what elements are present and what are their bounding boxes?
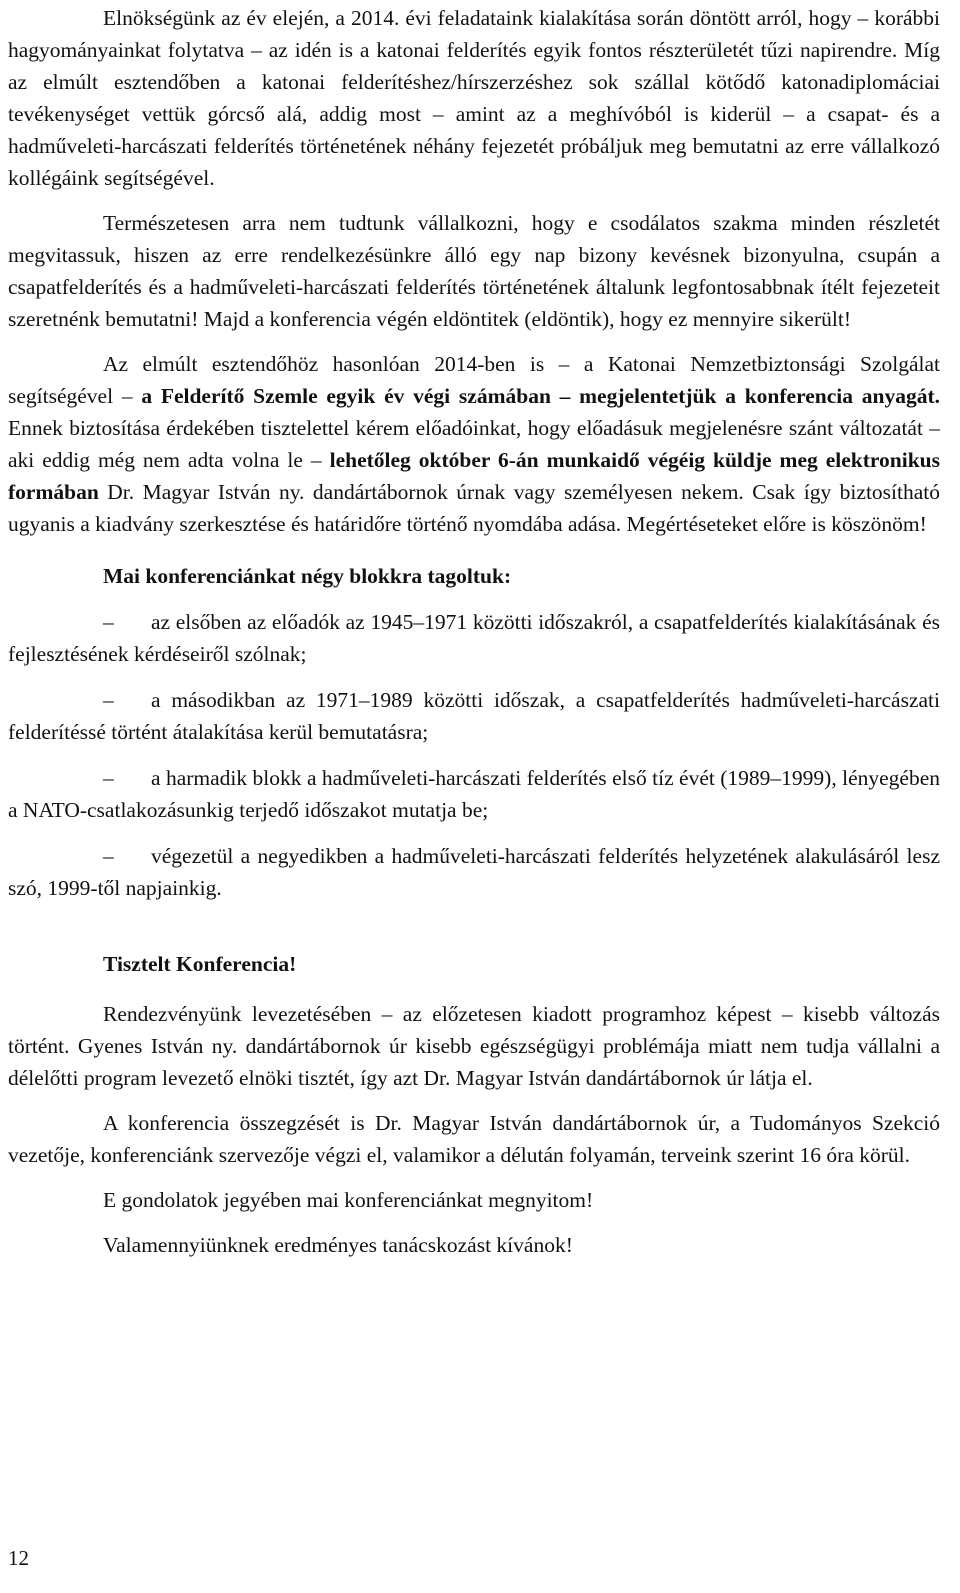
paragraph-intro: Elnökségünk az év elején, a 2014. évi feladataink kialakítása során döntött arról, hogy – korábbi hagyományainkat folytatva – az idén is a katonai felderítés egyik fontos részterületét tűzi napirendre. Míg az elmúlt esztendőben a katonai felderítéshez/hírszerzéshez sok szállal kötődő katonadiplomáciai tevékenységet vettük górcső alá, addig most – amint az a meghívóból is kiderül – a csapat- és a hadműveleti-harcászati felderítés történetének néhány fejezetét próbáljuk meg bemutatni az erre vállalkozó kollégáink segítségével. xyxy=(8,6,940,190)
publication-text-1: Az elmúlt esztendőhöz hasonlóan 2014-ben is – a Katonai Nemzetbiztonsági Szolgálat segítségével – xyxy=(8,352,940,408)
page-number: 12 xyxy=(8,1546,29,1570)
paragraph-change: Rendezvényünk levezetésében – az előzetesen kiadott programhoz képest – kisebb változás történt. Gyenes István ny. dandártábornok úr kisebb egészségügyi problémája miatt nem tudja vállalni a délelőtti program levezető elnöki tisztét, így azt Dr. Magyar István dandártábornok úr látja el. xyxy=(8,1002,940,1090)
list-item-text: a másodikban az 1971–1989 közötti időszak, a csapatfelderítés hadműveleti-harcászati felderítéssé történt átalakítása kerül bemutatásra; xyxy=(8,688,940,744)
list-item xyxy=(8,762,940,826)
paragraph-publication xyxy=(8,348,940,540)
paragraph-scope: Természetesen arra nem tudtunk vállalkozni, hogy e csodálatos szakma minden részletét megvitassuk, hiszen az erre rendelkezésünkre álló egy nap bizony kevésnek bizonyulna, csupán a csapatfelderítés és a hadműveleti-harcászati felderítés történetének általunk legfontosabbnak ítélt fejezeteit szeretnénk bemutatni! Majd a konferencia végén eldöntitek (eldöntik), hogy ez mennyire sikerült! xyxy=(8,211,940,331)
publication-bold-1: a Felderítő Szemle egyik év végi számában – megjelentetjük a konferencia anyagát. xyxy=(141,384,940,408)
publication-text-3: Dr. Magyar István ny. dandártábornok úrnak vagy személyesen nekem. Csak így biztosítható ugyanis a kiadvány szerkesztése és határidőre történő nyomdába adása. Megértéseteket előre is köszönöm! xyxy=(8,480,940,536)
salutation-heading: Tisztelt Konferencia! xyxy=(103,952,297,976)
list-item xyxy=(8,840,940,904)
paragraph-opening: E gondolatok jegyében mai konferenciánkat megnyitom! xyxy=(103,1188,594,1212)
list-item-text: a harmadik blokk a hadműveleti-harcászati felderítés első tíz évét (1989–1999), lényegében a NATO-csatlakozásunkig terjedő időszakot mutatja be; xyxy=(8,766,940,822)
dash-marker: – xyxy=(103,610,114,634)
publication-bold-2: lehetőleg október 6-án munkaidő végéig küldje meg elektronikus formában xyxy=(8,448,940,504)
blocks-heading: Mai konferenciánkat négy blokkra tagoltuk: xyxy=(103,564,512,588)
list-item-text: az elsőben az előadók az 1945–1971 közötti időszakról, a csapatfelderítés kialakításának és fejlesztésének kérdéseiről szólnak; xyxy=(8,610,940,666)
document-page xyxy=(8,2,940,1261)
list-item-text: végezetül a negyedikben a hadműveleti-harcászati felderítés helyzetének alakulásáról lesz szó, 1999-től napjainkig. xyxy=(8,844,940,900)
paragraph-wishes: Valamennyiünknek eredményes tanácskozást kívánok! xyxy=(103,1233,573,1257)
dash-marker: – xyxy=(103,844,114,868)
list-item xyxy=(8,606,940,670)
paragraph-summary: A konferencia összegzését is Dr. Magyar István dandártábornok úr, a Tudományos Szekció vezetője, konferenciánk szervezője végzi el, valamikor a délután folyamán, terveink szerint 16 óra körül. xyxy=(8,1111,940,1167)
dash-marker: – xyxy=(103,766,114,790)
publication-text-2: Ennek biztosítása érdekében tisztelettel kérem előadóinkat, hogy előadásuk megjelenésre szánt változatát – aki eddig még nem adta volna le – xyxy=(8,416,940,472)
list-item xyxy=(8,684,940,748)
dash-marker: – xyxy=(103,688,114,712)
